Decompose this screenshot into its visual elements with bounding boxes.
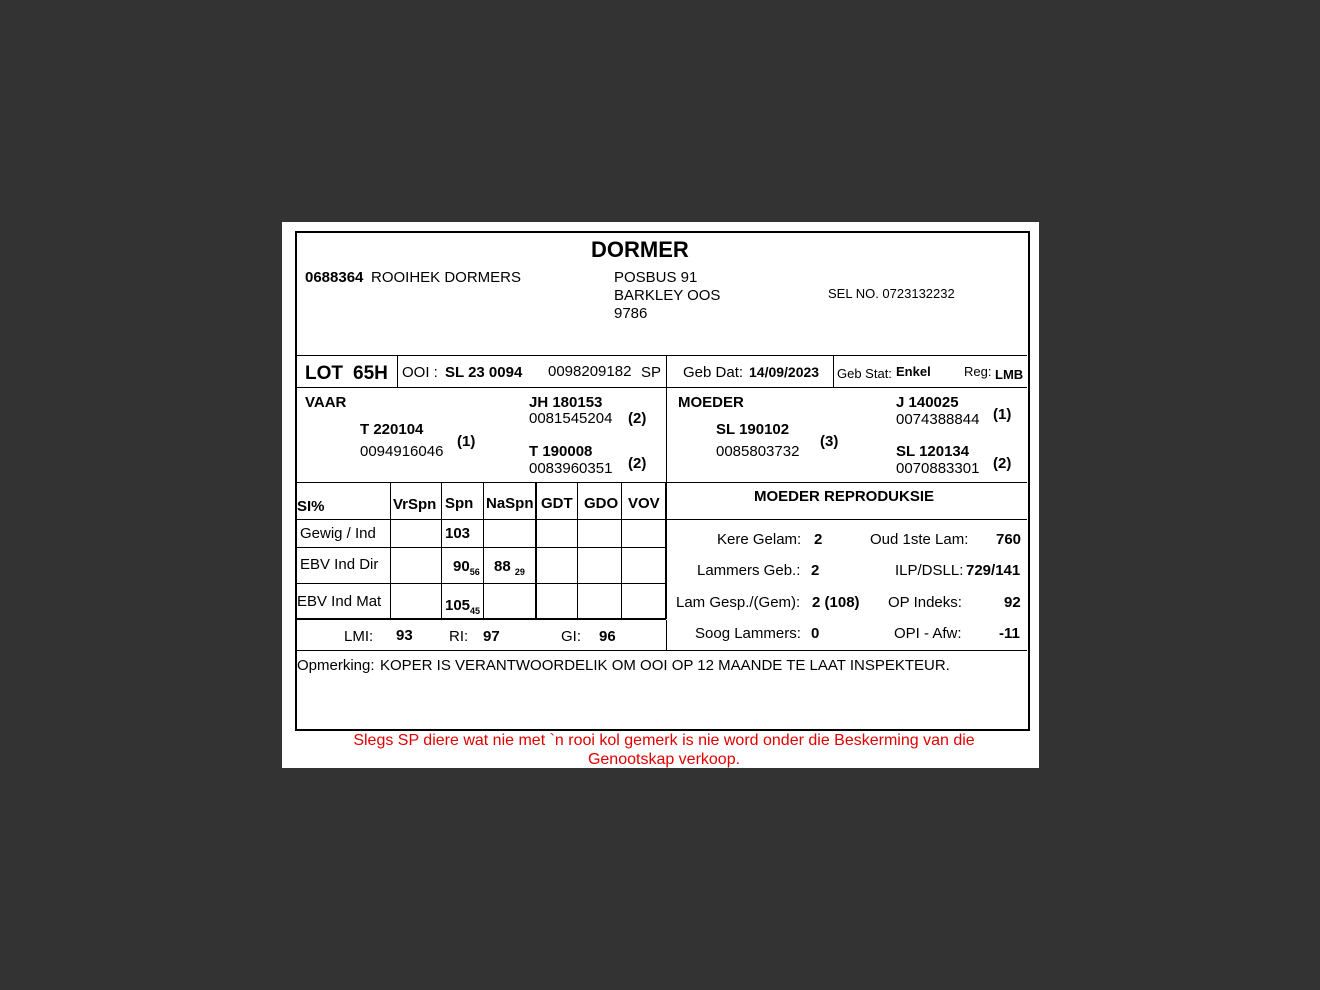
divider [397,356,398,387]
grid-line [535,483,537,619]
sire-tag: T 220104 [360,421,424,438]
birth-date: 14/09/2023 [749,364,820,380]
row-label: EBV Ind Mat [297,593,382,610]
dam-id: 0085803732 [716,443,800,460]
table-header: Spn [445,495,474,512]
grid-line [621,483,622,619]
breeder-code: 0688364 [305,269,364,286]
accuracy: 45 [470,606,481,616]
birth-status: Enkel [896,364,931,379]
moeder-label: MOEDER [678,394,744,411]
reg-value: LMB [995,367,1024,382]
divider [297,355,1027,356]
gi-value: 96 [599,628,616,645]
grid-line [390,483,391,619]
repro-label: Lam Gesp./(Gem): [676,594,801,611]
reproduction-title: MOEDER REPRODUKSIE [754,488,935,505]
table-header: GDT [541,495,573,512]
sire-dam-rank: (2) [628,455,647,472]
repro-value: 760 [996,531,1022,548]
address-line: 9786 [614,305,648,322]
ri-label: RI: [449,628,469,645]
divider [833,356,834,387]
naspn-value: 88 $_{29}$ [494,558,525,577]
sire-sire-rank: (2) [628,410,647,427]
row-label: Gewig / Ind [300,525,376,542]
repro-value: -11 [999,625,1020,642]
address-line: BARKLEY OOS [614,287,721,304]
divider [297,482,1027,483]
accuracy: 29 [514,567,525,577]
divider [666,620,667,651]
grid-line [297,519,666,520]
grid-line [666,519,1027,520]
dam-rank: (3) [820,433,839,450]
footer-note: Slegs SP diere wat nie met `n rooi kol gemerk is nie word onder die Beskerming van die Genootskap verkoop. [353,732,975,768]
lot-label: LOT [305,363,343,384]
ooi-label: OOI : [402,364,438,381]
remark-text: KOPER IS VERANTWOORDELIK OM OOI OP 12 MAANDE TE LAAT INSPEKTEUR. [380,657,950,674]
grid-line [577,483,578,619]
table-header: VOV [628,495,660,512]
sire-sire-tag: JH 180153 [529,394,603,411]
repro-label: OPI - Afw: [894,625,962,642]
repro-value: 0 [811,625,820,642]
spn-value: 103 [445,525,471,542]
repro-label: Kere Gelam: [717,531,802,548]
dam-tag: SL 190102 [716,421,790,438]
breed-title: DORMER [591,237,689,262]
gi-label: GI: [561,628,582,645]
table-header: NaSpn [486,495,534,512]
spn-value: $90_{56}$ [453,558,480,577]
ri-value: 97 [483,628,500,645]
spn-value: $105_{45}$ [445,597,481,616]
divider [297,650,1027,651]
phone-number: SEL NO. 0723132232 [828,286,955,301]
breeder-name: ROOIHEK DORMERS [371,269,522,286]
repro-value: 92 [1004,594,1021,611]
repro-label: ILP/DSLL: [895,562,964,579]
lmi-value: 93 [396,627,413,644]
table-header: SI% [297,498,325,515]
dam-sire-tag: J 140025 [896,394,959,411]
lot-card [295,231,1030,731]
row-label: EBV Ind Dir [300,556,379,573]
sp-marker: SP [641,364,662,381]
lot-number: 65H [353,363,388,384]
repro-value: 2 (108) [812,594,860,611]
dam-dam-rank: (2) [993,455,1012,472]
repro-label: Lammers Geb.: [697,562,801,579]
divider [666,356,667,482]
grid-line [297,618,666,620]
address-line: POSBUS 91 [614,269,698,286]
repro-value: 2 [811,562,820,579]
ooi-value: SL 23 0094 [445,364,523,381]
sire-dam-id: 0083960351 [529,460,613,477]
dam-sire-rank: (1) [993,406,1012,423]
sire-sire-id: 0081545204 [529,410,613,427]
dam-dam-tag: SL 120134 [896,443,970,460]
sire-id: 0094916046 [360,443,444,460]
birth-status-label: Geb Stat: [837,366,892,381]
remark-label: Opmerking: [297,657,375,674]
animal-id: 0098209182 [548,363,632,380]
vaar-label: VAAR [305,394,347,411]
grid-line [297,547,666,548]
repro-value: 729/141 [966,562,1021,579]
dam-dam-id: 0070883301 [896,460,980,477]
dam-sire-id: 0074388844 [896,411,980,428]
repro-label: Oud 1ste Lam: [870,531,969,548]
birth-date-label: Geb Dat: [683,364,744,381]
table-header: VrSpn [393,496,437,513]
repro-label: OP Indeks: [888,594,962,611]
grid-line [665,483,667,619]
sire-rank: (1) [457,433,476,450]
divider [297,387,1027,388]
lmi-label: LMI: [344,628,374,645]
repro-label: Soog Lammers: [695,625,801,642]
sire-dam-tag: T 190008 [529,443,593,460]
accuracy: 56 [469,567,480,577]
grid-line [483,483,484,619]
reg-label: Reg: [964,364,992,379]
grid-line [297,583,666,584]
grid-line [441,483,442,619]
repro-value: 2 [814,531,823,548]
table-header: GDO [584,495,619,512]
